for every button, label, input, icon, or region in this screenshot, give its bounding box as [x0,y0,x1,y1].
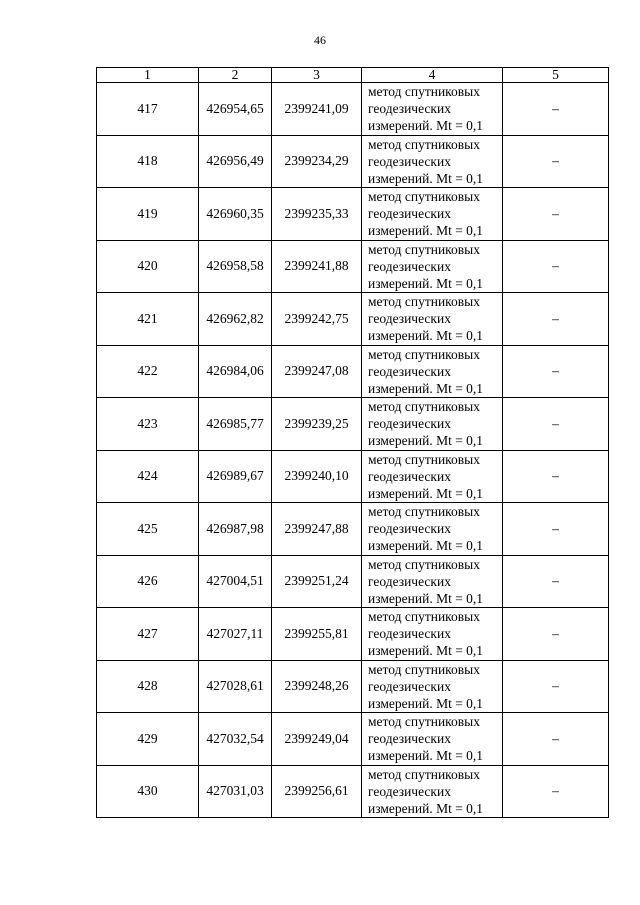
coordinate-y-cell: 2399242,75 [272,293,362,346]
coordinate-x-cell: 426985,77 [199,398,272,451]
coordinate-x-cell: 427028,61 [199,660,272,713]
method-line: измерений. Mt = 0,1 [368,380,484,396]
note-cell: – [503,83,609,136]
note-cell: – [503,555,609,608]
method-line: геодезических [368,731,451,747]
table-row [97,450,609,503]
method-cell [362,660,503,713]
table-row [97,188,609,241]
table-row [97,765,609,818]
table-row [97,713,609,766]
coordinate-x-cell: 427032,54 [199,713,272,766]
method-line: геодезических [368,573,451,589]
coordinate-x-cell: 427004,51 [199,555,272,608]
table-row [97,608,609,661]
table-row [97,83,609,136]
method-cell [362,765,503,818]
method-cell [362,608,503,661]
method-line: метод спутниковых [368,714,480,730]
note-cell: – [503,135,609,188]
method-cell [362,345,503,398]
method-cell [362,293,503,346]
coordinate-y-cell: 2399234,29 [272,135,362,188]
point-number-cell: 424 [97,450,199,503]
method-line: измерений. Mt = 0,1 [368,695,484,711]
note-cell: – [503,188,609,241]
method-line: измерений. Mt = 0,1 [368,328,484,344]
coordinate-x-cell: 426987,98 [199,503,272,556]
method-line: метод спутниковых [368,766,480,782]
coordinate-y-cell: 2399249,04 [272,713,362,766]
coordinate-y-cell: 2399241,09 [272,83,362,136]
header-col-3: 3 [272,68,362,83]
note-cell: – [503,660,609,713]
method-cell [362,450,503,503]
page-number: 46 [314,33,326,47]
method-line: измерений. Mt = 0,1 [368,538,484,554]
table-body [97,83,609,818]
coordinate-y-cell: 2399247,08 [272,345,362,398]
method-line: метод спутниковых [368,609,480,625]
method-line: измерений. Mt = 0,1 [368,643,484,659]
coordinates-table [96,67,609,818]
table-row [97,503,609,556]
method-line: геодезических [368,101,451,117]
coordinate-y-cell: 2399241,88 [272,240,362,293]
table-row [97,293,609,346]
method-line: метод спутниковых [368,241,480,257]
coordinate-y-cell: 2399256,61 [272,765,362,818]
table-row [97,345,609,398]
method-line: измерений. Mt = 0,1 [368,118,484,134]
method-line: геодезических [368,416,451,432]
method-cell [362,240,503,293]
note-cell: – [503,293,609,346]
method-line: измерений. Mt = 0,1 [368,590,484,606]
coordinate-x-cell: 426958,58 [199,240,272,293]
method-line: геодезических [368,783,451,799]
method-line: геодезических [368,258,451,274]
note-cell: – [503,765,609,818]
header-row [97,68,609,83]
method-line: геодезических [368,521,451,537]
point-number-cell: 428 [97,660,199,713]
coordinate-y-cell: 2399239,25 [272,398,362,451]
method-cell [362,398,503,451]
method-line: метод спутниковых [368,556,480,572]
coordinate-x-cell: 426956,49 [199,135,272,188]
method-line: измерений. Mt = 0,1 [368,275,484,291]
table-row [97,555,609,608]
coordinate-x-cell: 427027,11 [199,608,272,661]
point-number-cell: 418 [97,135,199,188]
table-header [97,68,609,83]
method-line: метод спутниковых [368,294,480,310]
method-line: измерений. Mt = 0,1 [368,433,484,449]
method-line: измерений. Mt = 0,1 [368,485,484,501]
method-cell [362,135,503,188]
note-cell: – [503,503,609,556]
method-line: измерений. Mt = 0,1 [368,800,484,816]
point-number-cell: 422 [97,345,199,398]
method-line: измерений. Mt = 0,1 [368,748,484,764]
coordinate-x-cell: 426984,06 [199,345,272,398]
point-number-cell: 419 [97,188,199,241]
coordinate-x-cell: 426954,65 [199,83,272,136]
method-line: геодезических [368,468,451,484]
point-number-cell: 420 [97,240,199,293]
method-cell [362,713,503,766]
coordinate-y-cell: 2399247,88 [272,503,362,556]
method-cell [362,83,503,136]
note-cell: – [503,240,609,293]
point-number-cell: 429 [97,713,199,766]
method-line: геодезических [368,311,451,327]
coordinate-y-cell: 2399251,24 [272,555,362,608]
method-line: метод спутниковых [368,504,480,520]
method-line: измерений. Mt = 0,1 [368,223,484,239]
header-col-1: 1 [97,68,199,83]
coordinate-x-cell: 426962,82 [199,293,272,346]
method-line: метод спутниковых [368,136,480,152]
method-line: геодезических [368,206,451,222]
point-number-cell: 427 [97,608,199,661]
point-number-cell: 426 [97,555,199,608]
table-row [97,240,609,293]
point-number-cell: 423 [97,398,199,451]
method-cell [362,188,503,241]
note-cell: – [503,450,609,503]
coordinate-y-cell: 2399255,81 [272,608,362,661]
header-col-5: 5 [503,68,609,83]
method-line: геодезических [368,153,451,169]
method-line: геодезических [368,363,451,379]
coordinate-x-cell: 426960,35 [199,188,272,241]
method-line: метод спутниковых [368,451,480,467]
header-col-4: 4 [362,68,503,83]
method-line: метод спутниковых [368,661,480,677]
coordinate-y-cell: 2399235,33 [272,188,362,241]
note-cell: – [503,608,609,661]
point-number-cell: 417 [97,83,199,136]
coordinate-x-cell: 427031,03 [199,765,272,818]
coordinate-x-cell: 426989,67 [199,450,272,503]
point-number-cell: 425 [97,503,199,556]
method-line: метод спутниковых [368,84,480,100]
method-line: метод спутниковых [368,346,480,362]
method-line: геодезических [368,626,451,642]
method-line: геодезических [368,678,451,694]
coordinate-y-cell: 2399248,26 [272,660,362,713]
point-number-cell: 421 [97,293,199,346]
method-cell [362,503,503,556]
point-number-cell: 430 [97,765,199,818]
note-cell: – [503,345,609,398]
note-cell: – [503,398,609,451]
method-cell [362,555,503,608]
note-cell: – [503,713,609,766]
method-line: измерений. Mt = 0,1 [368,170,484,186]
method-line: метод спутниковых [368,189,480,205]
table-row [97,398,609,451]
table-row [97,660,609,713]
header-col-2: 2 [199,68,272,83]
coordinate-y-cell: 2399240,10 [272,450,362,503]
method-line: метод спутниковых [368,399,480,415]
table-row [97,135,609,188]
